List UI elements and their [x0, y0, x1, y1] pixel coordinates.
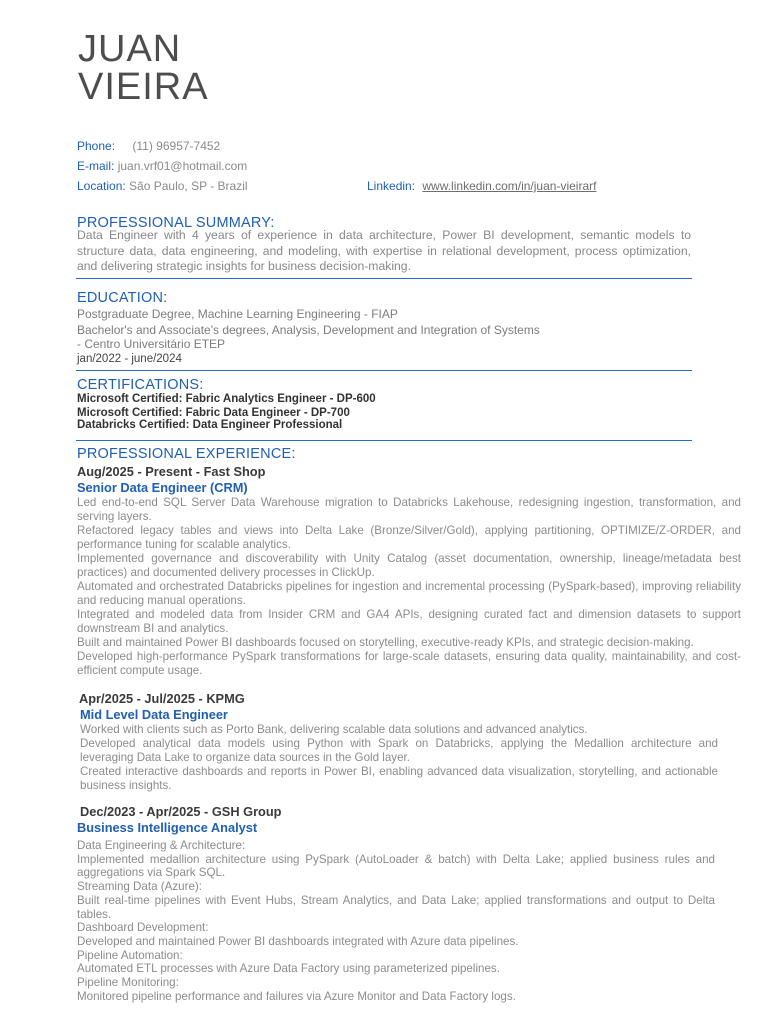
- job-period: Apr/2025 - Jul/2025 - KPMG: [79, 691, 245, 706]
- job-title: Senior Data Engineer (CRM): [77, 480, 248, 495]
- phone-value: (11) 96957-7452: [132, 139, 221, 153]
- education-dates: jan/2022 - june/2024: [77, 353, 182, 365]
- job-bullet: Worked with clients such as Porto Bank, delivering scalable data solutions and advanced analytics.: [80, 723, 588, 736]
- email-row: [77, 159, 247, 173]
- job-bullet: Developed high-performance PySpark transformations for large-scale datasets, ensuring data quality, maintainability, and cost-efficient compute usage.: [77, 650, 741, 677]
- summary-divider: [76, 278, 692, 279]
- location-row: [77, 179, 248, 193]
- experience-heading: PROFESSIONAL EXPERIENCE:: [77, 446, 296, 462]
- email-value[interactable]: juan.vrf01@hotmail.com: [117, 159, 248, 173]
- location-label: Location:: [77, 179, 126, 193]
- job-bullet: Automated and orchestrated Databricks pipelines for ingestion and incremental processing (PySpark-based), improving reliability and reducing manual operations.: [77, 580, 741, 607]
- certifications-divider: [76, 440, 692, 441]
- certifications-heading: CERTIFICATIONS:: [77, 377, 204, 393]
- job-bullet: Created interactive dashboards and reports in Power BI, enabling advanced data visualization, storytelling, and actionable business insights.: [80, 765, 718, 792]
- summary-heading: PROFESSIONAL SUMMARY:: [77, 215, 275, 231]
- job-subheading: Pipeline Automation:: [77, 948, 183, 962]
- linkedin-label: Linkedin:: [367, 179, 416, 193]
- education-line: Bachelor's and Associate's degrees, Analysis, Development and Integration of Systems: [77, 323, 540, 337]
- job-period: Dec/2023 - Apr/2025 - GSH Group: [80, 804, 282, 819]
- linkedin-link[interactable]: www.linkedin.com/in/juan-vieirarf: [422, 179, 597, 193]
- job-period: Aug/2025 - Present - Fast Shop: [77, 464, 266, 479]
- job-bullet: Developed analytical data models using Python with Spark on Databricks, applying the Medallion architecture and leveraging Data Lake to organize data sources in the Gold layer.: [80, 737, 718, 764]
- education-divider: [76, 370, 692, 371]
- job-subheading: Streaming Data (Azure):: [77, 880, 203, 894]
- phone-label: Phone:: [77, 139, 116, 153]
- education-line: Postgraduate Degree, Machine Learning Engineering - FIAP: [77, 307, 398, 321]
- certification-item: Microsoft Certified: Fabric Data Engineer - DP-700: [77, 407, 350, 419]
- last-name: VIEIRA: [78, 66, 209, 108]
- job-bullet: Monitored pipeline performance and failures via Azure Monitor and Data Factory logs.: [77, 989, 516, 1003]
- job-subheading: Dashboard Development:: [77, 921, 209, 935]
- linkedin-row: [367, 179, 596, 193]
- job-bullet: Integrated and modeled data from Insider CRM and GA4 APIs, designing curated fact and dimension datasets to support downstream BI and analytics.: [77, 608, 741, 635]
- job-bullet: Automated ETL processes with Azure Data Factory using parameterized pipelines.: [77, 962, 500, 976]
- job-description: [80, 723, 718, 793]
- job-bullet: Built real-time pipelines with Event Hubs, Stream Analytics, and Data Lake; applied transformations and output to Delta tables.: [77, 893, 715, 921]
- location-value: São Paulo, SP - Brazil: [129, 179, 248, 193]
- first-name: JUAN: [78, 28, 182, 70]
- certification-item: Databricks Certified: Data Engineer Professional: [77, 419, 343, 431]
- job-bullet: Led end-to-end SQL Server Data Warehouse migration to Databricks Lakehouse, redesigning ingestion, transformation, and serving layers.: [77, 496, 741, 523]
- job-bullet: Developed and maintained Power BI dashboards integrated with Azure data pipelines.: [77, 934, 519, 948]
- certification-item: Microsoft Certified: Fabric Analytics Engineer - DP-600: [77, 393, 376, 405]
- summary-text: Data Engineer with 4 years of experience in data architecture, Power BI development, semantic models to structure data, data engineering, and modeling, with expertise in relational development, process optimization, and delivering strategic insights for business decision-making.: [77, 228, 691, 273]
- job-description: [77, 496, 741, 678]
- job-title: Mid Level Data Engineer: [80, 707, 228, 722]
- phone-row: [77, 139, 220, 153]
- job-subheading: Pipeline Monitoring:: [77, 976, 179, 990]
- job-bullet: Implemented governance and discoverability with Unity Catalog (asset documentation, ownership, lineage/metadata best practices) and documented delivery processes in ClickUp.: [77, 552, 741, 579]
- email-label: E-mail:: [77, 159, 115, 173]
- job-title: Business Intelligence Analyst: [77, 820, 258, 835]
- education-heading: EDUCATION:: [77, 290, 168, 306]
- job-bullet: Implemented medallion architecture using PySpark (AutoLoader & batch) with Delta Lake; applied business rules and aggregations via Spark SQL.: [77, 852, 715, 880]
- job-bullet: Refactored legacy tables and views into Delta Lake (Bronze/Silver/Gold), applying partitioning, OPTIMIZE/Z-ORDER, and performance tuning for scalable analytics.: [77, 524, 741, 551]
- job-description: [77, 839, 715, 1003]
- job-bullet: Built and maintained Power BI dashboards focused on storytelling, executive-ready KPIs, and strategic decision-making.: [77, 636, 694, 649]
- job-subheading: Data Engineering & Architecture:: [77, 839, 246, 852]
- education-line: - Centro Universitário ETEP: [77, 337, 226, 351]
